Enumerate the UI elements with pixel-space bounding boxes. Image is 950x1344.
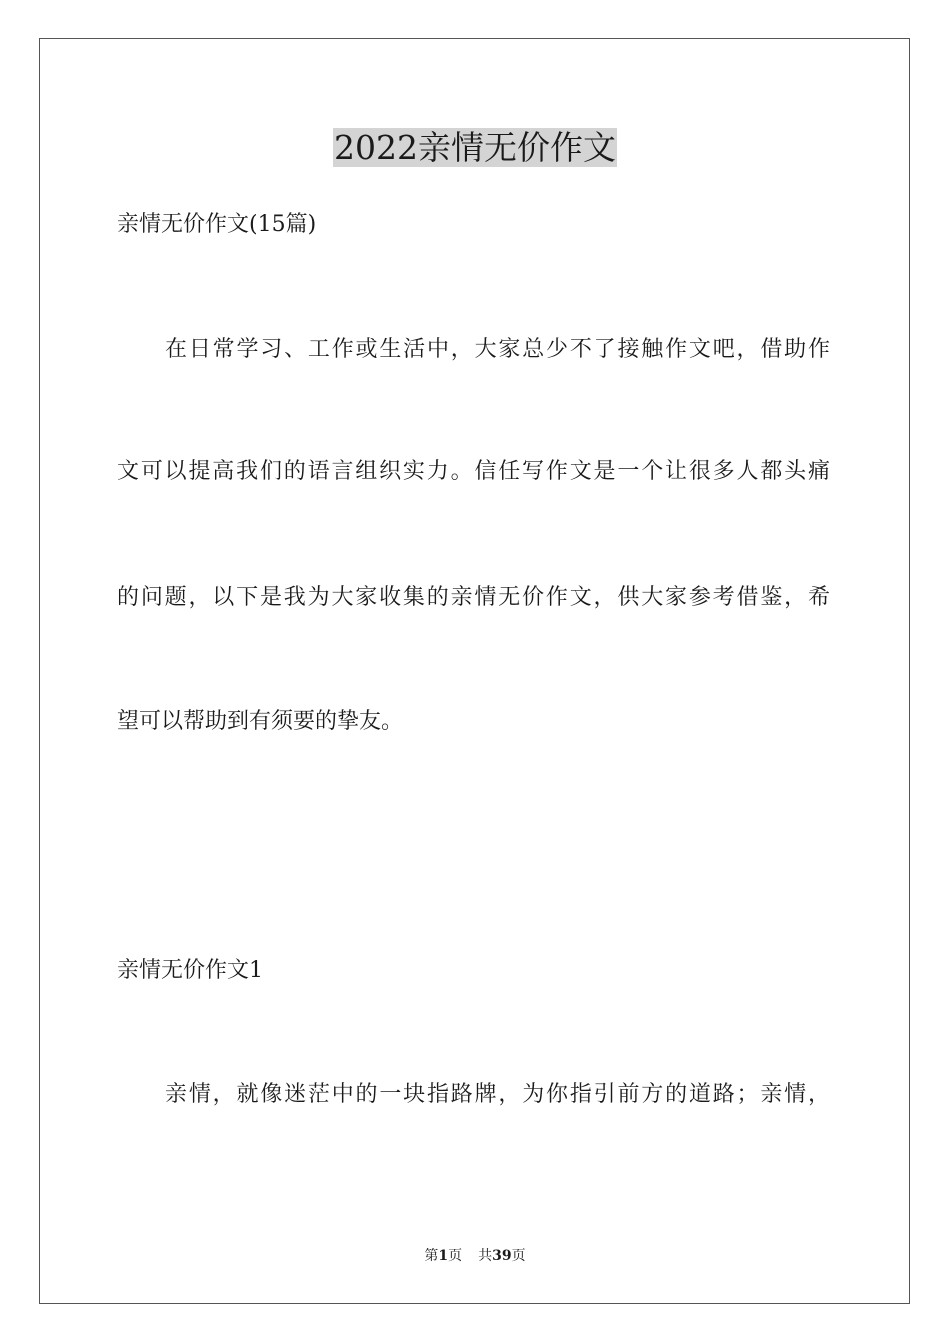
- intro-line-3: 的问题，以下是我为大家收集的亲情无价作文，供大家参考借鉴，希: [117, 585, 830, 610]
- section-line-1: 亲情，就像迷茫中的一块指路牌，为你指引前方的道路；亲情，: [165, 1082, 830, 1107]
- footer-total-prefix: 共: [478, 1248, 493, 1264]
- document-title: [0, 126, 950, 170]
- footer-total-suffix: 页: [511, 1248, 526, 1264]
- intro-line-4: 望可以帮助到有须要的挚友。: [117, 709, 404, 734]
- footer-page-total: 39: [492, 1248, 512, 1264]
- intro-line-1: 在日常学习、工作或生活中，大家总少不了接触作文吧，借助作: [165, 337, 830, 362]
- intro-line-2: 文可以提高我们的语言组织实力。信任写作文是一个让很多人都头痛: [117, 459, 830, 484]
- footer-page-prefix: 第: [424, 1248, 439, 1264]
- footer-page-suffix: 页: [448, 1248, 463, 1264]
- section-heading: 亲情无价作文1: [117, 958, 263, 983]
- document-subtitle: 亲情无价作文(15篇): [117, 212, 317, 237]
- footer-page-current: 1: [438, 1248, 449, 1264]
- page-footer: [0, 1246, 950, 1266]
- document-title-text: 2022亲情无价作文: [334, 128, 616, 167]
